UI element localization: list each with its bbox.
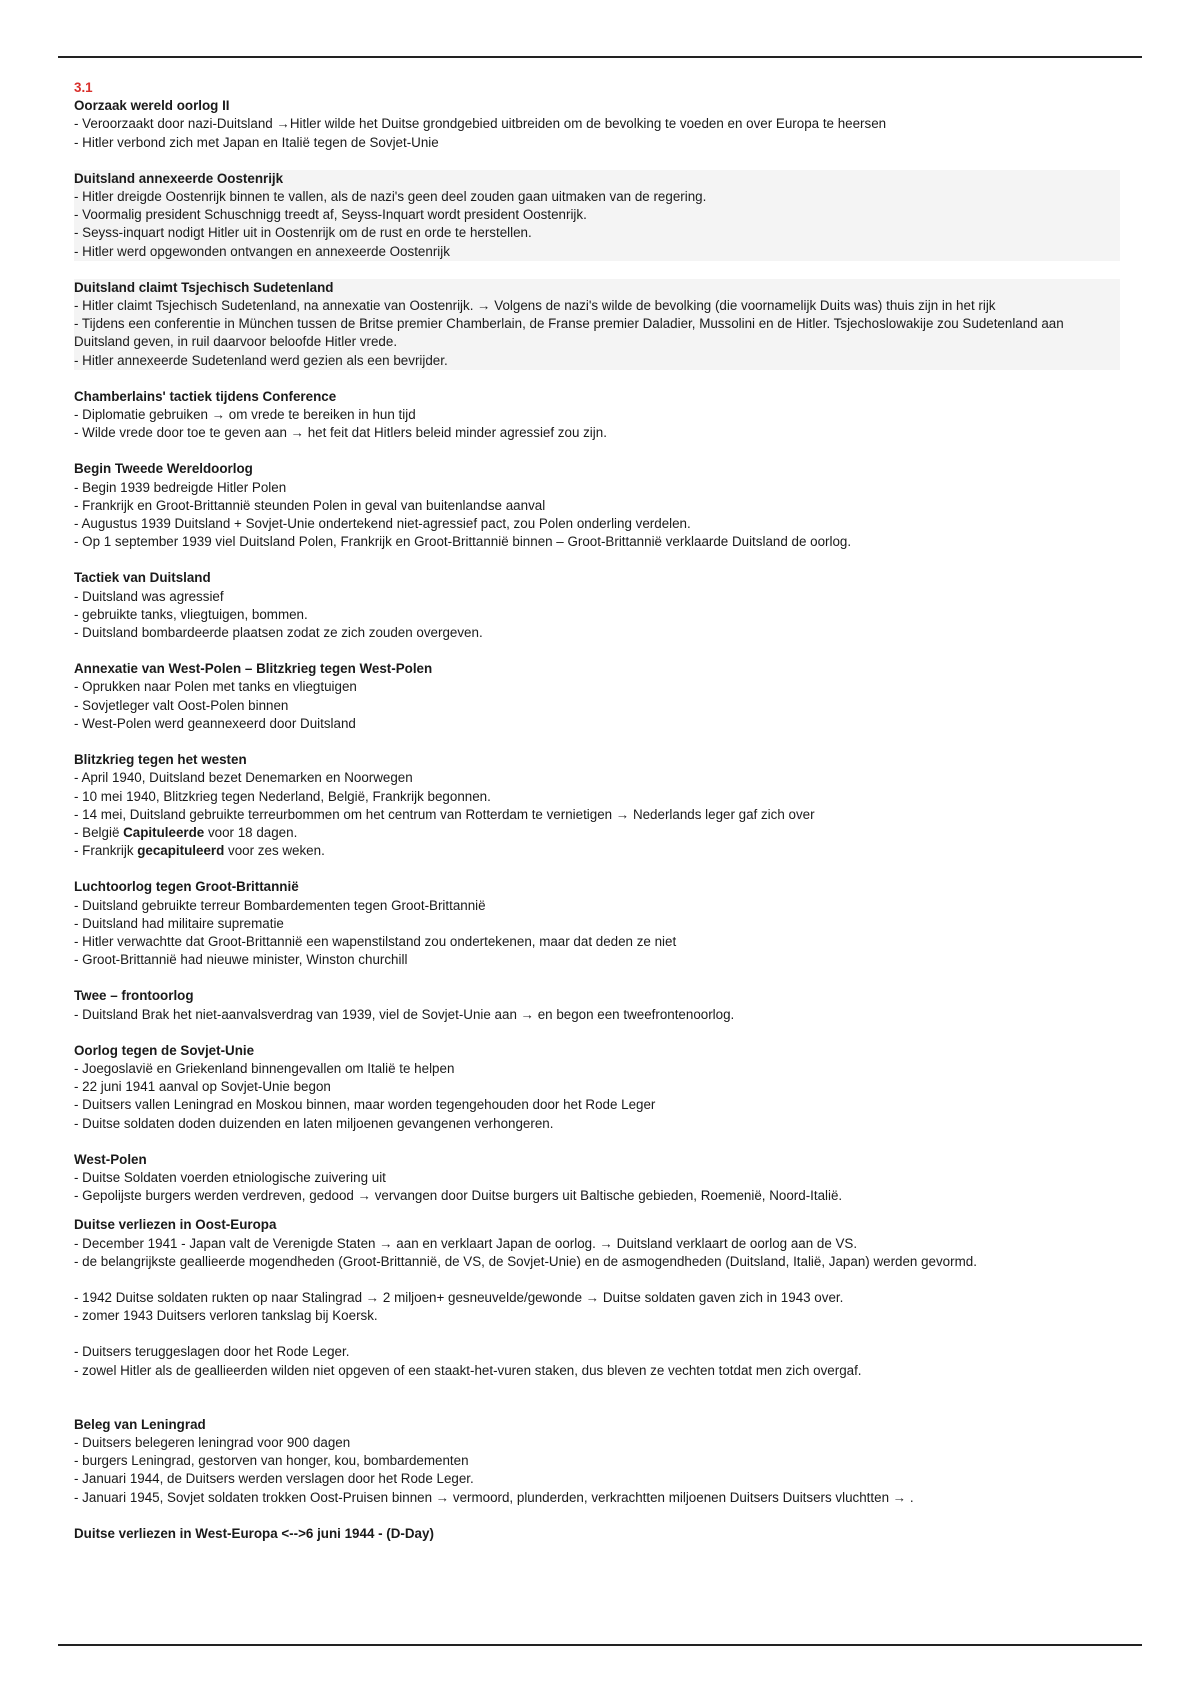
section-chamberlain: [74, 388, 1120, 443]
section-heading: Annexatie van West-Polen – Blitzkrieg tegen West-Polen: [74, 661, 433, 677]
bullet-line: - Voormalig president Schuschnigg treedt af, Seyss-Inquart wordt president Oostenrijk.: [74, 207, 587, 223]
bullet-line: - Januari 1945, Sovjet soldaten trokken Oost-Pruisen binnen → vermoord, plunderden, verkrachtten miljoenen Duitsers Duitsers vluchtten → .: [74, 1489, 914, 1505]
section-sudetenland: [74, 279, 1120, 370]
bullet-line: - zomer 1943 Duitsers verloren tankslag bij Koersk.: [74, 1308, 378, 1324]
bullet-line: - Januari 1944, de Duitsers werden verslagen door het Rode Leger.: [74, 1471, 474, 1487]
section-west-polen-annexatie: [74, 660, 1120, 733]
section-west-polen: [74, 1151, 1120, 1206]
section-heading: Duitse verliezen in Oost-Europa: [74, 1217, 277, 1233]
line-text: voor zes weken.: [224, 843, 325, 859]
bullet-line: - Begin 1939 bedreigde Hitler Polen: [74, 479, 287, 495]
bullet-line: - Veroorzaakt door nazi-Duitsland →Hitler wilde het Duitse grondgebied uitbreiden om de bevolking te voeden en over Europa te heersen: [74, 116, 887, 132]
section-heading: Duitse verliezen in West-Europa <-->6 juni 1944 - (D-Day): [74, 1525, 434, 1541]
bullet-line: - 22 juni 1941 aanval op Sovjet-Unie begon: [74, 1079, 331, 1095]
section-verliezen-oost: [74, 1216, 1120, 1379]
bullet-line: - Duitsland had militaire suprematie: [74, 915, 284, 931]
bullet-line: - Op 1 september 1939 viel Duitsland Polen, Frankrijk en Groot-Brittannië binnen – Groot-Brittannië verklaarde Duitsland de oorlog.: [74, 534, 852, 550]
section-heading: Twee – frontoorlog: [74, 988, 194, 1004]
bullet-line-belgie: [74, 824, 1120, 842]
bullet-line: - Diplomatie gebruiken → om vrede te bereiken in hun tijd: [74, 407, 416, 423]
bullet-line: - Hitler werd opgewonden ontvangen en annexeerde Oostenrijk: [74, 243, 450, 259]
section-heading: Chamberlains' tactiek tijdens Conference: [74, 388, 337, 404]
top-rule: [58, 56, 1142, 58]
section-heading: Blitzkrieg tegen het westen: [74, 752, 247, 768]
bullet-line: - Duitsland bombardeerde plaatsen zodat ze zich zouden overgeven.: [74, 625, 483, 641]
line-text: - Frankrijk: [74, 843, 138, 859]
section-heading: Oorlog tegen de Sovjet-Unie: [74, 1042, 255, 1058]
bullet-line: - 10 mei 1940, Blitzkrieg tegen Nederland, België, Frankrijk begonnen.: [74, 788, 491, 804]
section-blitzkrieg-westen: [74, 751, 1120, 860]
section-leningrad: [74, 1416, 1120, 1507]
bullet-line: - Oprukken naar Polen met tanks en vliegtuigen: [74, 679, 357, 695]
bullet-line: - Hitler verbond zich met Japan en Italië tegen de Sovjet-Unie: [74, 134, 439, 150]
bullet-line: - Groot-Brittannië had nieuwe minister, Winston churchill: [74, 952, 408, 968]
bullet-line: - Gepolijste burgers werden verdreven, gedood → vervangen door Duitse burgers uit Baltische gebieden, Roemenië, Noord-Italië.: [74, 1188, 843, 1204]
bullet-line: - Duitsers teruggeslagen door het Rode Leger.: [74, 1344, 350, 1360]
section-oostenrijk: [74, 170, 1120, 261]
bullet-line: - Duitsers belegeren leningrad voor 900 dagen: [74, 1434, 351, 1450]
bullet-line: - Joegoslavië en Griekenland binnengevallen om Italië te helpen: [74, 1060, 455, 1076]
spacer: [74, 1325, 1120, 1343]
section-heading: Duitsland claimt Tsjechisch Sudetenland: [74, 279, 334, 295]
bullet-line: - Hitler dreigde Oostenrijk binnen te vallen, als de nazi's geen deel zouden gaan uitmaken van de regering.: [74, 189, 707, 205]
bullet-line: - Sovjetleger valt Oost-Polen binnen: [74, 697, 289, 713]
bullet-line: - zowel Hitler als de geallieerden wilden niet opgeven of een staakt-het-vuren staken, dus bleven ze vechten totdat men zich overgaf.: [74, 1362, 862, 1378]
section-heading: Luchtoorlog tegen Groot-Brittannië: [74, 879, 299, 895]
bullet-line: - de belangrijkste geallieerde mogendheden (Groot-Brittannië, de VS, de Sovjet-Unie) en de asmogendheden (Duitsland, Italië, Japan) werden gevormd.: [74, 1253, 977, 1269]
bold-term: Capituleerde: [123, 824, 205, 840]
section-heading: Tactiek van Duitsland: [74, 570, 211, 586]
bullet-line: - Hitler annexeerde Sudetenland werd gezien als een bevrijder.: [74, 352, 448, 368]
section-begin-wo2: [74, 460, 1120, 551]
line-text: - België: [74, 824, 124, 840]
chapter-number: 3.1: [74, 80, 93, 95]
spacer: [74, 1271, 1120, 1289]
section-oorlog-sovjet: [74, 1042, 1120, 1133]
bullet-line: - burgers Leningrad, gestorven van honger, kou, bombardementen: [74, 1453, 469, 1469]
bullet-line: - Duitsland Brak het niet-aanvalsverdrag van 1939, viel de Sovjet-Unie aan → en begon een tweefrontenoorlog.: [74, 1006, 735, 1022]
section-verliezen-west: [74, 1525, 1120, 1543]
bullet-line-frankrijk: [74, 842, 1120, 860]
bullet-line: - Augustus 1939 Duitsland + Sovjet-Unie ondertekend niet-agressief pact, zou Polen onderling verdelen.: [74, 516, 691, 532]
bullet-line: - April 1940, Duitsland bezet Denemarken en Noorwegen: [74, 770, 413, 786]
bottom-rule: [58, 1644, 1142, 1646]
bullet-line: - West-Polen werd geannexeerd door Duitsland: [74, 715, 356, 731]
section-heading: Beleg van Leningrad: [74, 1416, 206, 1432]
section-twee-frontoorlog: [74, 987, 1120, 1023]
bullet-line: - Hitler verwachtte dat Groot-Brittannië een wapenstilstand zou ondertekenen, maar dat deden ze niet: [74, 933, 677, 949]
bullet-line: - Seyss-inquart nodigt Hitler uit in Oostenrijk om de rust en orde te herstellen.: [74, 225, 532, 241]
bullet-line: - Duitse Soldaten voerden etniologische zuivering uit: [74, 1169, 386, 1185]
bullet-line: - Hitler claimt Tsjechisch Sudetenland, na annexatie van Oostenrijk. → Volgens de nazi's wilde de bevolking (die voornamelijk Duits was) thuis zijn in het rijk: [74, 298, 996, 314]
bullet-line: - Frankrijk en Groot-Brittannië steunden Polen in geval van buitenlandse aanval: [74, 497, 546, 513]
section-heading: Begin Tweede Wereldoorlog: [74, 461, 253, 477]
document-body: [74, 79, 1120, 1561]
section-heading: Duitsland annexeerde Oostenrijk: [74, 170, 284, 186]
bullet-line: - Duitsland gebruikte terreur Bombardementen tegen Groot-Brittannië: [74, 897, 486, 913]
section-tactiek: [74, 569, 1120, 642]
bullet-line: - 14 mei, Duitsland gebruikte terreurbommen om het centrum van Rotterdam te vernietigen → Nederlands leger gaf zich over: [74, 806, 815, 822]
bullet-line: - Duitsland was agressief: [74, 588, 224, 604]
bullet-line: - December 1941 - Japan valt de Verenigde Staten → aan en verklaart Japan de oorlog. → Duitsland verklaart de oorlog aan de VS.: [74, 1235, 858, 1251]
bullet-line: - Duitsers vallen Leningrad en Moskou binnen, maar worden tegengehouden door het Rode Leger: [74, 1097, 656, 1113]
section-heading: Oorzaak wereld oorlog II: [74, 98, 230, 114]
bullet-line: - Duitse soldaten doden duizenden en laten miljoenen gevangenen verhongeren.: [74, 1115, 554, 1131]
bullet-line: - gebruikte tanks, vliegtuigen, bommen.: [74, 606, 308, 622]
bullet-line: - 1942 Duitse soldaten rukten op naar Stalingrad → 2 miljoen+ gesneuvelde/gewonde → Duitse soldaten gaven zich in 1943 over.: [74, 1289, 844, 1305]
line-text: voor 18 dagen.: [204, 824, 298, 840]
section-heading: West-Polen: [74, 1151, 147, 1167]
section-oorzaak: [74, 97, 1120, 152]
section-luchtoorlog: [74, 878, 1120, 969]
bullet-line: - Wilde vrede door toe te geven aan → het feit dat Hitlers beleid minder agressief zou zijn.: [74, 425, 607, 441]
bullet-line: - Tijdens een conferentie in München tussen de Britse premier Chamberlain, de Franse premier Daladier, Mussolini en de Hitler. Tsjechoslowakije zou Sudetenland aan Duitsland geven, in ruil daarvoor beloofde Hitler vrede.: [74, 316, 1064, 350]
bold-term: gecapituleerd: [137, 843, 225, 859]
